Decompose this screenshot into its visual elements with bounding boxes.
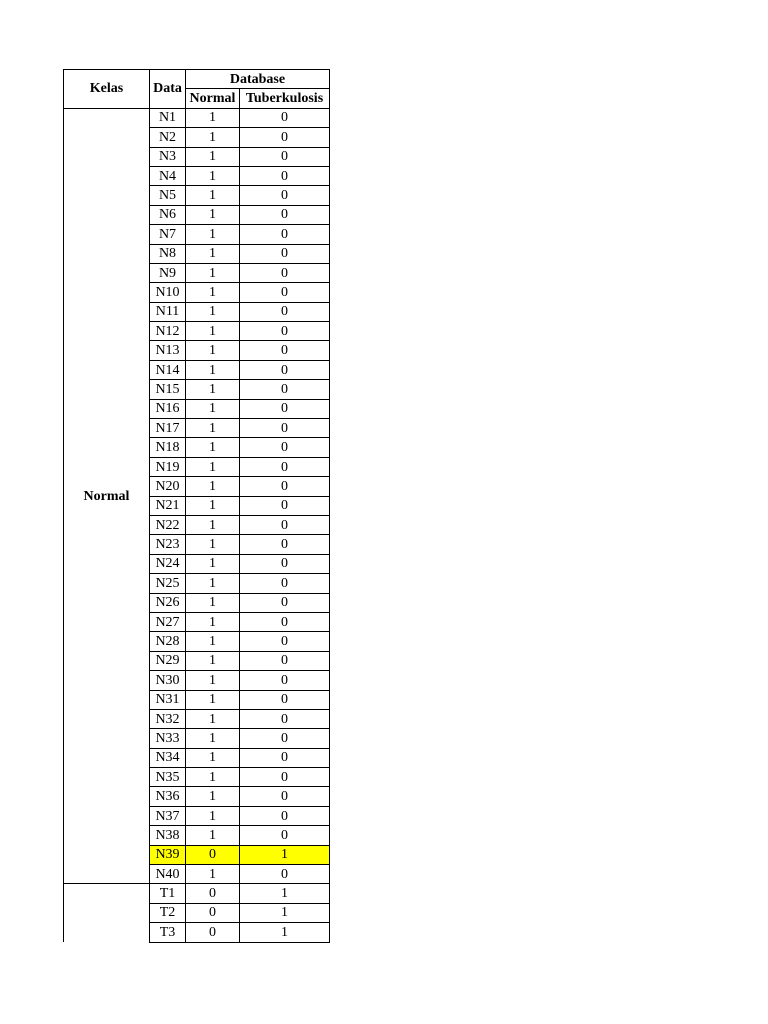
normal-cell: 1 (186, 263, 240, 282)
normal-cell: 1 (186, 690, 240, 709)
data-cell: N21 (150, 496, 186, 515)
data-cell: N32 (150, 709, 186, 728)
normal-cell: 1 (186, 515, 240, 534)
tuberkulosis-cell: 0 (240, 612, 330, 631)
tuberkulosis-cell: 0 (240, 244, 330, 263)
normal-cell: 1 (186, 651, 240, 670)
normal-cell: 0 (186, 923, 240, 942)
data-cell: N16 (150, 399, 186, 418)
table-body (64, 108, 330, 942)
tuberkulosis-cell: 0 (240, 186, 330, 205)
tuberkulosis-cell: 0 (240, 419, 330, 438)
data-cell: N1 (150, 108, 186, 127)
tuberkulosis-cell: 0 (240, 826, 330, 845)
data-cell: N10 (150, 283, 186, 302)
data-cell: N35 (150, 768, 186, 787)
tuberkulosis-cell: 0 (240, 341, 330, 360)
data-cell: N27 (150, 612, 186, 631)
normal-cell: 1 (186, 399, 240, 418)
tuberkulosis-cell: 0 (240, 283, 330, 302)
header-normal: Normal (186, 89, 240, 108)
normal-cell: 1 (186, 748, 240, 767)
tuberkulosis-cell: 0 (240, 748, 330, 767)
header-data: Data (150, 70, 186, 109)
normal-cell: 1 (186, 535, 240, 554)
tuberkulosis-cell: 0 (240, 787, 330, 806)
tuberkulosis-cell: 0 (240, 593, 330, 612)
tuberkulosis-cell: 0 (240, 806, 330, 825)
normal-cell: 0 (186, 903, 240, 922)
normal-cell: 1 (186, 612, 240, 631)
normal-cell: 1 (186, 477, 240, 496)
tuberkulosis-cell: 1 (240, 884, 330, 903)
data-cell: T3 (150, 923, 186, 942)
data-cell: N37 (150, 806, 186, 825)
table-header (64, 70, 330, 109)
normal-cell: 1 (186, 166, 240, 185)
normal-cell: 1 (186, 360, 240, 379)
tuberkulosis-cell: 0 (240, 709, 330, 728)
normal-cell: 1 (186, 457, 240, 476)
data-cell: N34 (150, 748, 186, 767)
tuberkulosis-cell: 0 (240, 865, 330, 884)
tuberkulosis-cell: 0 (240, 671, 330, 690)
normal-cell: 1 (186, 438, 240, 457)
data-cell: N6 (150, 205, 186, 224)
tuberkulosis-cell: 0 (240, 147, 330, 166)
tuberkulosis-cell: 0 (240, 225, 330, 244)
kelas-cell (64, 884, 150, 942)
normal-cell: 0 (186, 884, 240, 903)
normal-cell: 1 (186, 729, 240, 748)
data-cell: N7 (150, 225, 186, 244)
tuberkulosis-cell: 0 (240, 380, 330, 399)
kelas-cell: Normal (64, 108, 150, 884)
tuberkulosis-cell: 0 (240, 205, 330, 224)
tuberkulosis-cell: 0 (240, 535, 330, 554)
normal-cell: 1 (186, 302, 240, 321)
data-cell: N5 (150, 186, 186, 205)
normal-cell: 1 (186, 341, 240, 360)
data-cell: N31 (150, 690, 186, 709)
data-cell: N23 (150, 535, 186, 554)
tuberkulosis-cell: 0 (240, 477, 330, 496)
data-cell: N8 (150, 244, 186, 263)
tuberkulosis-cell: 0 (240, 690, 330, 709)
data-cell: N33 (150, 729, 186, 748)
normal-cell: 1 (186, 225, 240, 244)
normal-cell: 1 (186, 244, 240, 263)
normal-cell: 1 (186, 554, 240, 573)
data-cell: N12 (150, 322, 186, 341)
tuberkulosis-cell: 0 (240, 322, 330, 341)
data-cell: N2 (150, 128, 186, 147)
normal-cell: 1 (186, 806, 240, 825)
tuberkulosis-cell: 0 (240, 632, 330, 651)
results-table (63, 69, 330, 943)
tuberkulosis-cell: 0 (240, 574, 330, 593)
table-row (64, 884, 330, 903)
normal-cell: 1 (186, 496, 240, 515)
data-cell: N13 (150, 341, 186, 360)
data-cell: N25 (150, 574, 186, 593)
data-cell: N36 (150, 787, 186, 806)
normal-cell: 1 (186, 671, 240, 690)
normal-cell: 1 (186, 768, 240, 787)
tuberkulosis-cell: 0 (240, 399, 330, 418)
tuberkulosis-cell: 0 (240, 438, 330, 457)
normal-cell: 1 (186, 593, 240, 612)
tuberkulosis-cell: 0 (240, 729, 330, 748)
data-cell: N22 (150, 515, 186, 534)
tuberkulosis-cell: 0 (240, 554, 330, 573)
normal-cell: 1 (186, 186, 240, 205)
normal-cell: 1 (186, 826, 240, 845)
data-cell: N19 (150, 457, 186, 476)
data-cell: N15 (150, 380, 186, 399)
data-cell: N9 (150, 263, 186, 282)
tuberkulosis-cell: 1 (240, 903, 330, 922)
header-kelas: Kelas (64, 70, 150, 109)
normal-cell: 1 (186, 147, 240, 166)
tuberkulosis-cell: 0 (240, 166, 330, 185)
data-cell: N30 (150, 671, 186, 690)
normal-cell: 1 (186, 865, 240, 884)
data-cell: N29 (150, 651, 186, 670)
data-cell: T1 (150, 884, 186, 903)
tuberkulosis-cell: 0 (240, 457, 330, 476)
table-row (64, 108, 330, 127)
normal-cell: 1 (186, 419, 240, 438)
data-cell: N38 (150, 826, 186, 845)
tuberkulosis-cell: 0 (240, 496, 330, 515)
data-cell: N40 (150, 865, 186, 884)
tuberkulosis-cell: 0 (240, 515, 330, 534)
normal-cell: 1 (186, 574, 240, 593)
normal-cell: 0 (186, 845, 240, 864)
tuberkulosis-cell: 0 (240, 108, 330, 127)
normal-cell: 1 (186, 787, 240, 806)
data-cell: N4 (150, 166, 186, 185)
normal-cell: 1 (186, 205, 240, 224)
data-cell: N18 (150, 438, 186, 457)
normal-cell: 1 (186, 128, 240, 147)
normal-cell: 1 (186, 380, 240, 399)
tuberkulosis-cell: 0 (240, 768, 330, 787)
data-cell: N24 (150, 554, 186, 573)
data-cell: N3 (150, 147, 186, 166)
normal-cell: 1 (186, 709, 240, 728)
tuberkulosis-cell: 0 (240, 651, 330, 670)
data-cell: N26 (150, 593, 186, 612)
data-cell: N11 (150, 302, 186, 321)
normal-cell: 1 (186, 108, 240, 127)
data-cell: N20 (150, 477, 186, 496)
header-tuberkulosis: Tuberkulosis (240, 89, 330, 108)
tuberkulosis-cell: 0 (240, 263, 330, 282)
data-cell: N14 (150, 360, 186, 379)
tuberkulosis-cell: 0 (240, 128, 330, 147)
data-cell: N17 (150, 419, 186, 438)
data-cell: T2 (150, 903, 186, 922)
normal-cell: 1 (186, 322, 240, 341)
data-cell: N28 (150, 632, 186, 651)
tuberkulosis-cell: 0 (240, 302, 330, 321)
header-database: Database (186, 70, 330, 89)
normal-cell: 1 (186, 283, 240, 302)
normal-cell: 1 (186, 632, 240, 651)
tuberkulosis-cell: 1 (240, 923, 330, 942)
data-cell: N39 (150, 845, 186, 864)
tuberkulosis-cell: 0 (240, 360, 330, 379)
tuberkulosis-cell: 1 (240, 845, 330, 864)
